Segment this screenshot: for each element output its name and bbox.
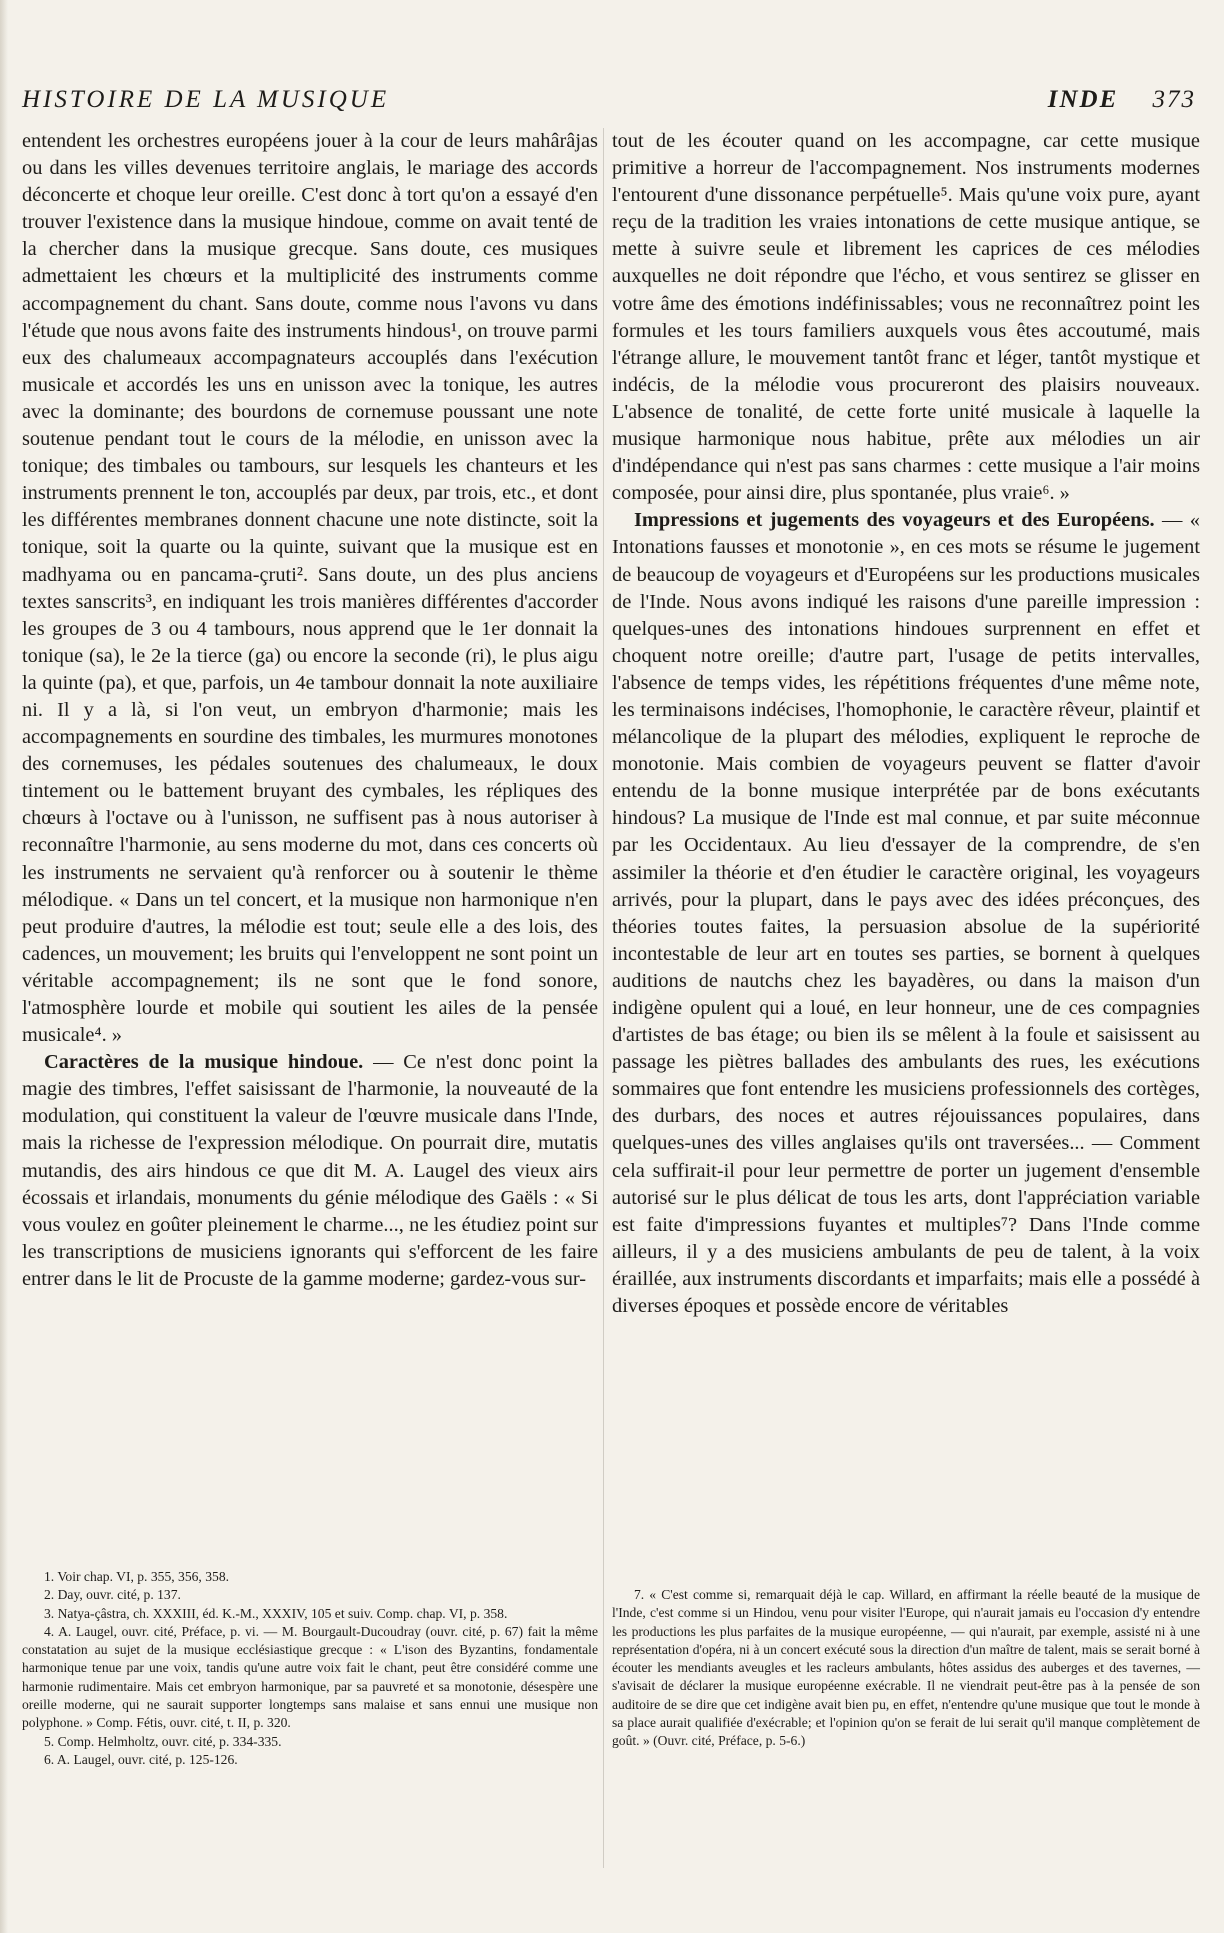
- left-column: [22, 128, 598, 1293]
- right-paragraph-1: tout de les écouter quand on les accompagne, car cette musique primitive a horreur de l'accompagnement. Nos instruments modernes l'entourent d'une dissonance perpétuelle⁵. Mais qu'une voix pure, ayant reçu de la tradition les vraies intonations de cette musique antique, se mette à suivre seule et librement les caprices de ces mélodies auxquelles ne doit répondre que l'écho, et vous sentirez se glisser en votre âme des émotions indéfinissables; vous ne reconnaîtrez point les formules et les tours familiers auxquels vous êtes accoutumé, mais l'étrange allure, le mouvement tantôt franc et léger, tantôt mystique et indécis, de la mélodie vous procureront des plaisirs nouveaux. L'absence de tonalité, de cette forte unité musicale à laquelle la musique harmonique nous habitue, prête aux mélodies un air d'indépendance qui n'est pas sans charmes : cette musique a l'air moins composée, pour ainsi dire, plus spontanée, plus vraie⁶. »: [612, 130, 1200, 505]
- left-section-paragraph: [22, 1049, 598, 1293]
- footnote-6: 6. A. Laugel, ouvr. cité, p. 125-126.: [44, 1751, 238, 1767]
- page-binding-shadow: [0, 0, 8, 1933]
- running-title: HISTOIRE DE LA MUSIQUE: [22, 86, 390, 113]
- left-section-heading: Caractères de la musique hindoue.: [44, 1051, 364, 1074]
- footnote-1: 1. Voir chap. VI, p. 355, 356, 358.: [44, 1569, 230, 1584]
- left-section-text: — Ce n'est donc point la magie des timbres, l'effet saisissant de l'harmonie, la nouveauté de la modulation, qui constituent la valeur de l'œuvre musicale dans l'Inde, mais la richesse de l'expression mélodique. On pourrait dire, mutatis mutandis, des airs hindous ce que dit M. A. Laugel des vieux airs écossais et irlandais, monuments du génie mélodique des Gaëls : « Si vous voulez en goûter pleinement le charme..., ne les étudiez point sur les transcriptions de musiciens ignorants qui s'efforcent de les faire entrer dans le lit de Procuste de la gamme moderne; gardez-vous sur-: [22, 1051, 598, 1290]
- column-divider: [603, 128, 604, 1868]
- running-header: [22, 86, 1196, 120]
- footnote-7: 7. « C'est comme si, remarquait déjà le cap. Willard, en affirmant la réelle beauté de la musique de l'Inde, c'est comme si un Hindou, venu pour visiter l'Europe, qui n'aurait jamais eu l'occasion d'y entendre les productions les plus parfaites de la musique européenne, — qui n'aurait, par exemple, assisté ni à une représentation d'opéra, ni à un concert exécuté sous la direction d'un maître de talent, mais se serait borné à écouter les mendiants aveugles et les racleurs ambulants, hôtes assidus des auberges et des tavernes, — s'avisait de déclarer la musique européenne exécrable. Il ne viendrait peut-être pas à la pensée de son auditoire de se dire que cet indigène avait bien pu, en effet, n'entendre qu'une musique que tout le monde à sa place aurait qualifiée d'exécrable; et l'opinion qu'on se ferait de lui serait qu'il manque complètement de goût. » (Ouvr. cité, Préface, p. 5-6.): [612, 1587, 1200, 1749]
- section-title: INDE: [1047, 86, 1119, 113]
- footnote-4: 4. A. Laugel, ouvr. cité, Préface, p. vi. — M. Bourgault-Ducoudray (ouvr. cité, p. 67) fait la même constatation au sujet de la musique ecclésiastique grecque : « L'ison des Byzantins, fondamentale harmonique tenue par une voix, tandis qu'une autre voix fait le chant, peut être considéré comme une harmonie rudimentaire. Mais cet embryon harmonique, par sa pauvreté et sa monotonie, désespère une oreille moderne, qui ne saurait supporter longtemps sans malaise et sans ennui une musique non polyphone. » Comp. Fétis, ouvr. cité, t. II, p. 320.: [22, 1623, 598, 1731]
- footnotes-right: [612, 1586, 1200, 1751]
- right-section-paragraph: [612, 507, 1200, 1320]
- right-section-heading: Impressions et jugements des voyageurs et des Européens.: [634, 509, 1155, 532]
- header-right: [1048, 86, 1196, 114]
- footnote-2: 2. Day, ouvr. cité, p. 137.: [44, 1587, 181, 1603]
- right-section-text: — « Intonations fausses et monotonie », en ces mots se résume le jugement de beaucoup de voyageurs et d'Européens sur les productions musicales de l'Inde. Nous avons indiqué les raisons d'une pareille impression : quelques-unes des intonations hindoues surprennent en effet et choquent notre oreille; d'autre part, l'usage de petits intervalles, l'absence de temps vides, les répétitions fréquentes d'une même note, les terminaisons indécises, l'homophonie, le caractère rêveur, plaintif et mélancolique de la plupart des mélodies, expliquent le reproche de monotonie. Mais combien de voyageurs peuvent se flatter d'avoir entendu de la bonne musique interprétée par de bons exécutants hindous? La musique de l'Inde est mal connue, et par suite méconnue par les Occidentaux. Au lieu d'essayer de la comprendre, de s'en assimiler la théorie et d'en étudier le caractère original, les voyageurs arrivés, pour la plupart, dans le pays avec des idées préconçues, des théories toutes faites, la persuasion absolue de la supériorité incontestable de leur art en toutes ses parties, se bornent à quelques auditions de nautchs chez les bayadères, ou dans la maison d'un indigène opulent qui a loué, en leur honneur, une de ces compagnies d'artistes de bas étage; ou bien ils se mêlent à la foule et saisissent au passage les piètres ballades des ambulants des rues, les exécutions sommaires que font entendre les musiciens professionnels des cortèges, des durbars, des noces et autres réjouissances populaires, dans quelques-unes des villes anglaises qu'ils ont traversées... — Comment cela suffirait-il pour leur permettre de porter un jugement d'ensemble autorisé sur le plus délicat de tous les arts, dont l'appréciation variable est faite d'impressions fuyantes et multiples⁷? Dans l'Inde comme ailleurs, il y a des musiciens ambulants de peu de talent, à la voix éraillée, aux instruments discordants et imparfaits; mais elle a possédé à diverses époques et possède encore de véritables: [612, 509, 1200, 1318]
- right-column: [612, 128, 1200, 1320]
- footnotes-left: [22, 1568, 598, 1769]
- footnote-5: 5. Comp. Helmholtz, ouvr. cité, p. 334-335.: [44, 1733, 282, 1749]
- footnote-3: 3. Natya-çâstra, ch. XXXIII, éd. K.-M., XXXIV, 105 et suiv. Comp. chap. VI, p. 358.: [44, 1605, 508, 1621]
- page-number: 373: [1152, 86, 1196, 113]
- left-paragraph-1: entendent les orchestres européens jouer à la cour de leurs mahârâjas ou dans les villes devenues territoire anglais, le mariage des accords déconcerte et choque leur oreille. C'est donc à tort qu'on a essayé d'en trouver l'existence dans la musique hindoue, comme on avait tenté de la chercher dans la musique grecque. Sans doute, ces musiques admettaient les chœurs et la multiplicité des instruments comme accompagnement du chant. Sans doute, comme nous l'avons vu dans l'étude que nous avons faite des instruments hindous¹, on trouve parmi eux des chalumeaux accompagnateurs accouplés dans l'exécution musicale et accordés les uns en unisson avec la tonique, les autres avec la dominante; des bourdons de cornemuse poussant une note soutenue pendant tout le cours de la mélodie, en unisson avec la tonique; des timbales ou tambours, sur lesquels les chanteurs et les instruments prennent le ton, accouplés par deux, par trois, etc., et dont les différentes membranes donnent chacune une note distincte, soit la tonique, soit la quarte ou la quinte, suivant que la musique est en madhyama ou en pancama-çruti². Sans doute, un des plus anciens textes sanscrits³, en indiquant les trois manières différentes d'accorder les groupes de 3 ou 4 tambours, nous apprend que le 1er donnait la tonique (sa), le 2e la tierce (ga) ou encore la seconde (ri), le plus aigu la quinte (pa), et que, parfois, un 4e tambour donnait la note auxiliaire ni. Il y a là, si l'on veut, un embryon d'harmonie; mais les accompagnements en sourdine des timbales, les murmures monotones des cornemuses, les pédales soutenues des chalumeaux, le doux tintement ou le battement bruyant des cymbales, les répliques des chœurs à l'octave ou à l'unisson, ne suffisent pas à nous autoriser à reconnaître l'harmonie, au sens moderne du mot, dans ces concerts où les instruments ne servaient qu'à renforcer ou à soutenir le thème mélodique. « Dans un tel concert, et la musique non harmonique n'en peut produire d'autres, la mélodie est tout; seule elle a des lois, des cadences, un mouvement; les bruits qui l'enveloppent ne sont point un véritable accompagnement; ils ne sont que le fond sonore, l'atmosphère lourde et mobile qui soutient les ailes de la pensée musicale⁴. »: [22, 130, 598, 1047]
